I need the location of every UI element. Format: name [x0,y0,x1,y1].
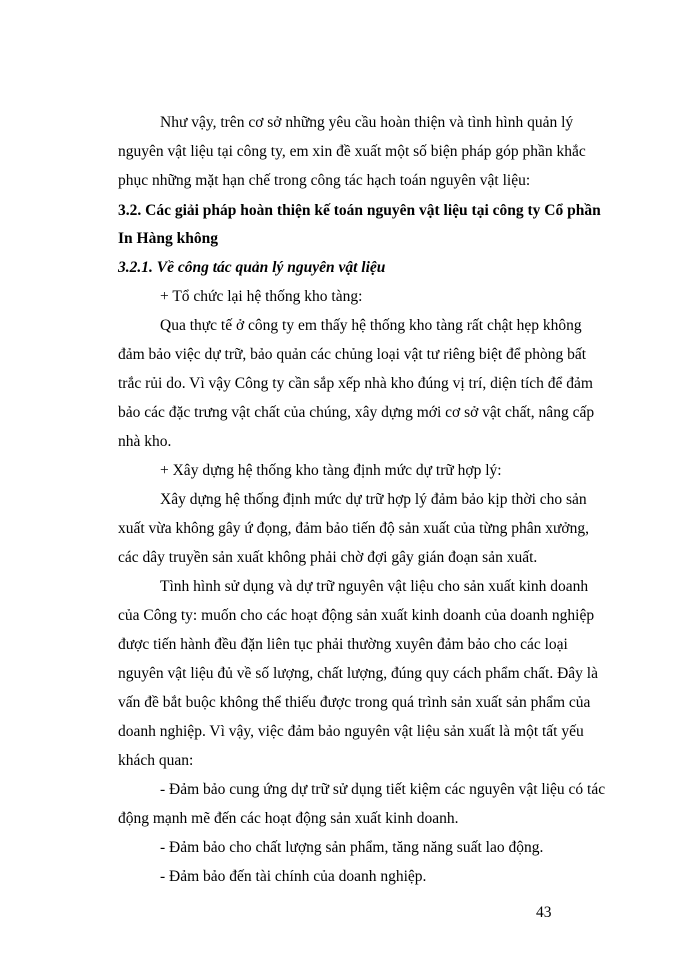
paragraph-line: doanh nghiệp. Vì vậy, việc đảm bảo nguyên vật liệu sản xuất là một tất yếu [118,723,584,740]
paragraph-line: bảo các đặc trưng vật chất của chúng, xây dựng mới cơ sở vật chất, nâng cấp [118,404,595,421]
section-heading-continued: In Hàng không [118,230,218,247]
paragraph-line: Qua thực tế ở công ty em thấy hệ thống kho tàng rất chật hẹp không [160,317,582,334]
bullet-heading: + Xây dựng hệ thống kho tàng định mức dự trữ hợp lý: [160,462,502,479]
paragraph-line: Xây dựng hệ thống định mức dự trữ hợp lý đảm bảo kịp thời cho sản [160,491,587,508]
list-item: - Đảm bảo đến tài chính của doanh nghiệp. [160,868,427,885]
paragraph-line: của Công ty: muốn cho các hoạt động sản xuất kinh doanh của doanh nghiệp [118,607,595,624]
list-item-continued: động mạnh mẽ đến các hoạt động sản xuất kinh doanh. [118,810,459,827]
paragraph-line: khách quan: [118,752,194,769]
bullet-heading: + Tổ chức lại hệ thống kho tàng: [160,288,363,305]
paragraph-line: Tình hình sử dụng và dự trữ nguyên vật liệu cho sản xuất kinh doanh [160,578,589,595]
paragraph-line: vấn đề bắt buộc không thể thiếu được trong quá trình sản xuất sản phẩm của [118,694,591,711]
section-heading: 3.2. Các giải pháp hoàn thiện kế toán nguyên vật liệu tại công ty Cổ phần [118,202,601,219]
paragraph-line: phục những mặt hạn chế trong công tác hạch toán nguyên vật liệu: [118,172,531,189]
paragraph-line: các dây truyền sản xuất không phải chờ đợi gây gián đoạn sản xuất. [118,549,538,566]
page-number: 43 [536,904,552,921]
paragraph-line: xuất vừa không gây ứ đọng, đảm bảo tiến độ sản xuất của từng phân xưởng, [118,520,589,537]
list-item: - Đảm bảo cung ứng dự trữ sử dụng tiết kiệm các nguyên vật liệu có tác [160,781,606,798]
paragraph-line: Như vậy, trên cơ sở những yêu cầu hoàn thiện và tình hình quản lý [160,114,574,131]
paragraph-line: nhà kho. [118,433,172,450]
list-item: - Đảm bảo cho chất lượng sản phẩm, tăng năng suất lao động. [160,839,544,856]
paragraph-line: được tiến hành đều đặn liên tục phải thường xuyên đảm bảo cho các loại [118,636,568,653]
paragraph-line: nguyên vật liệu tại công ty, em xin đề xuất một số biện pháp góp phần khắc [118,143,586,160]
paragraph-line: nguyên vật liệu đủ về số lượng, chất lượng, đúng quy cách phẩm chất. Đây là [118,665,598,682]
subsection-heading: 3.2.1. Về công tác quản lý nguyên vật liệu [118,259,386,276]
paragraph-line: trắc rủi do. Vì vậy Công ty cần sắp xếp nhà kho đúng vị trí, diện tích để đảm [118,375,593,392]
paragraph-line: đảm bảo việc dự trữ, bảo quản các chủng loại vật tư riêng biệt để phòng bất [118,346,587,363]
